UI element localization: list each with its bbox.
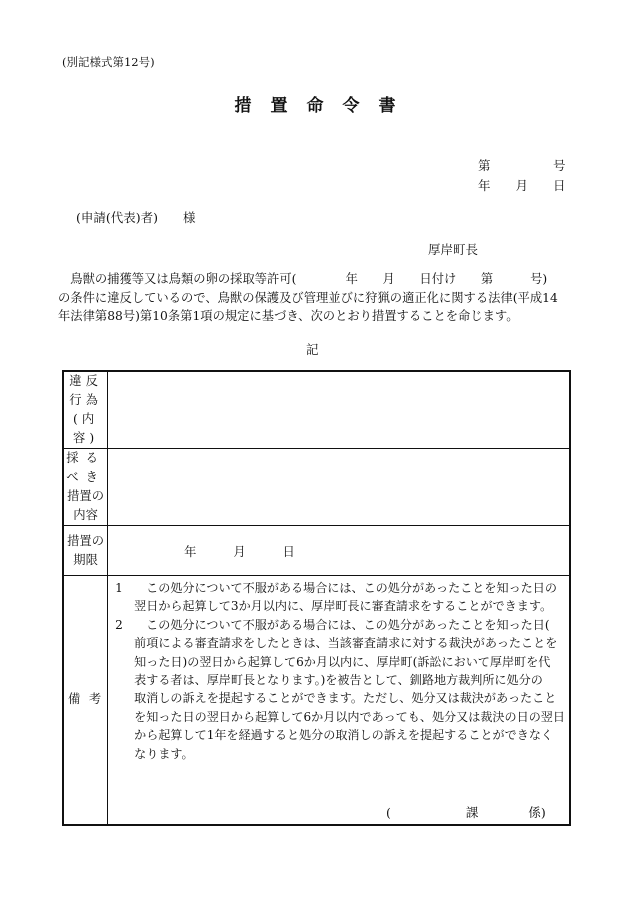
- body-line: 年法律第88号)第10条第1項の規定に基づき、次のとおり措置することを命じます。: [58, 309, 519, 323]
- note-item: 1 この処分について不服がある場合には、この処分があったことを知った日の 翌日から起算して3か月以内に、厚岸町長に審査請求をすることができます。: [115, 581, 557, 614]
- form-label: (別記様式第12号): [62, 55, 155, 69]
- measures-table: [62, 370, 571, 826]
- violation-label: 違反行為 (内容): [63, 371, 108, 449]
- measures-value[interactable]: [108, 449, 570, 526]
- measures-label: 採るべき 措置の内容: [63, 449, 108, 526]
- remarks-label: 備 考: [63, 576, 108, 825]
- table-row: [63, 526, 570, 576]
- ki-marker: 記: [306, 342, 319, 357]
- violation-value[interactable]: [108, 371, 570, 449]
- deadline-label: 措置の期限: [63, 526, 108, 576]
- deadline-value[interactable]: 年 月 日: [108, 526, 570, 576]
- table-row: [63, 371, 570, 449]
- department-footer: ( 課 係): [386, 805, 546, 820]
- body-line: 鳥獣の捕獲等又は鳥類の卵の採取等許可( 年 月 日付け 第 号): [58, 272, 548, 286]
- note-item: 2 この処分について不服がある場合には、この処分があったことを知った日( 前項による審査請求をしたときは、当該審査請求に対する裁決があったことを 知った日)の翌日から起算して6か月以内に、厚岸町(訴訟において厚岸町を代 表する者は、厚岸町長となります。)を被告として、釧路地方裁判所に処分の 取消しの訴えを提起することができます。ただし、処分又は裁決があったこと を知った日の翌日から起算して6か月以内であっても、処分又は裁決の日の翌日 から起算して1年を経過すると処分の取消しの訴えを提起することができなく なります。: [115, 617, 565, 761]
- issuer: 厚岸町長: [428, 242, 479, 257]
- body-line: の条件に違反しているので、鳥獣の保護及び管理並びに狩猟の適正化に関する法律(平成14: [58, 290, 558, 305]
- table-row: [63, 449, 570, 526]
- recipient: (申請(代表)者) 様: [76, 210, 196, 225]
- document-number: 第 号: [478, 158, 566, 173]
- remarks-value: [108, 576, 570, 825]
- page-title: 措置命令書: [234, 96, 415, 116]
- body-text: [58, 270, 574, 326]
- document-date: 年 月 日: [478, 178, 566, 193]
- table-row: [63, 576, 570, 825]
